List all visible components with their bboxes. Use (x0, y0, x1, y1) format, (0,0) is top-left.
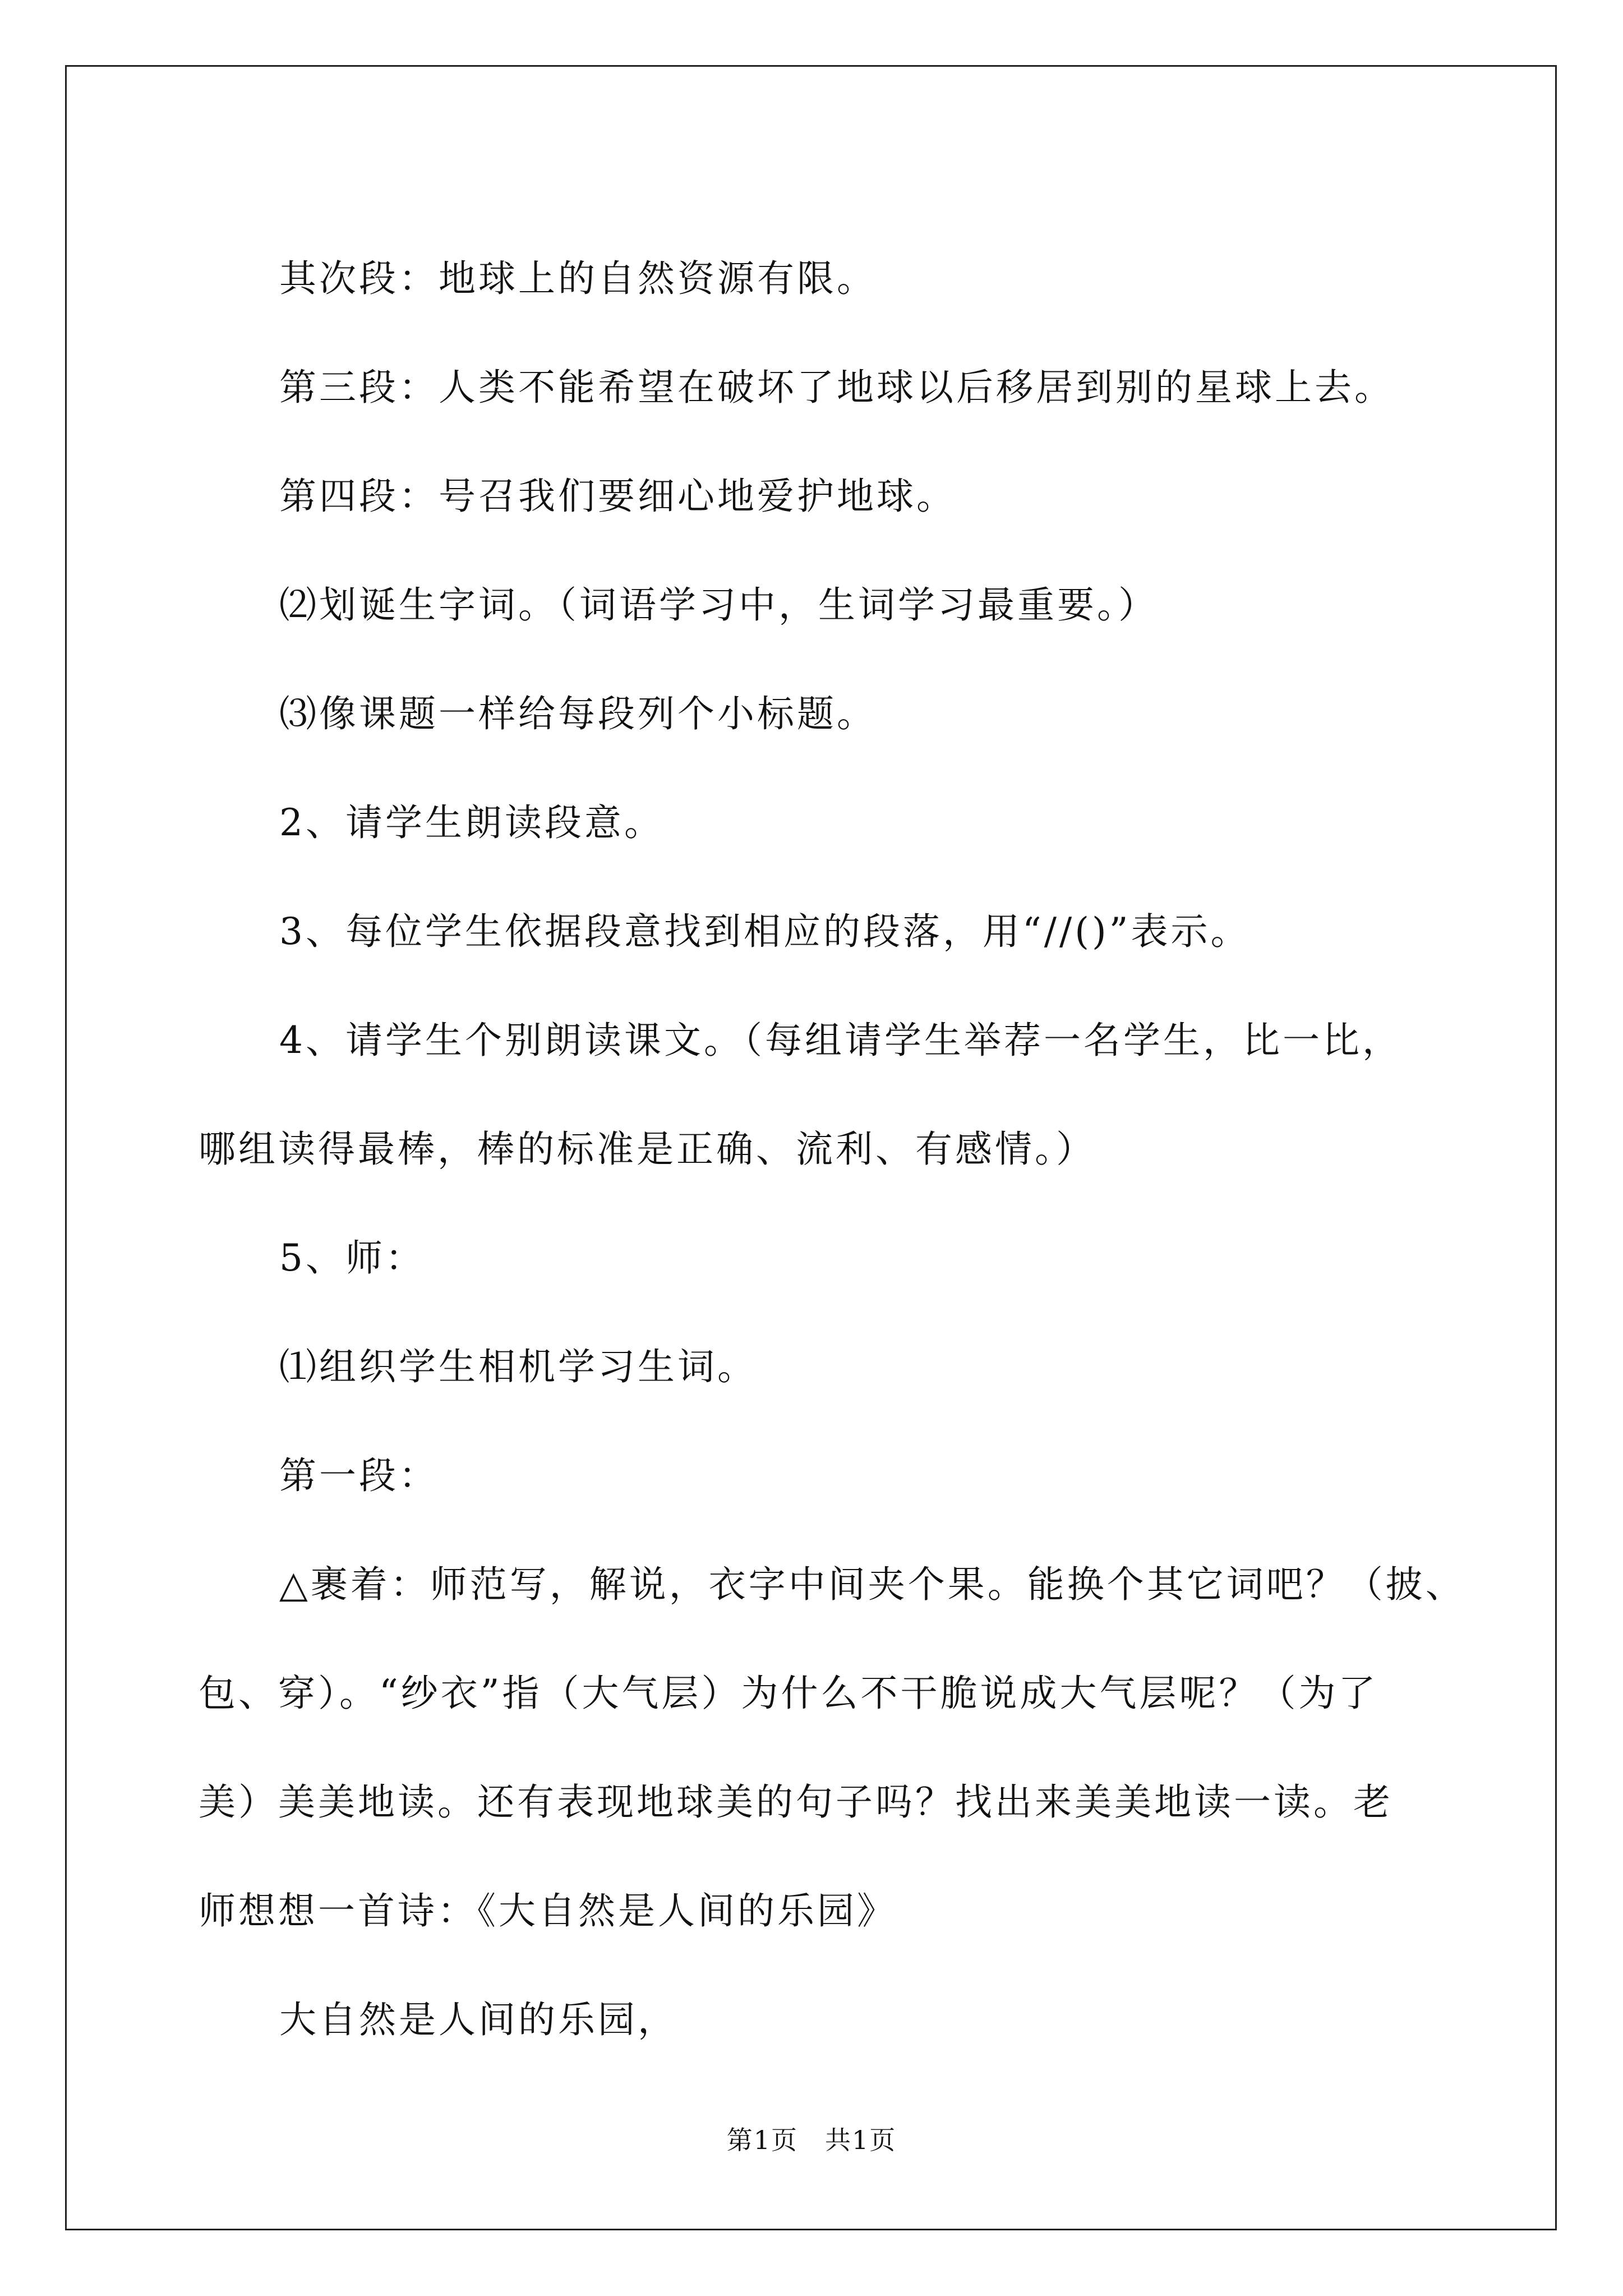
paragraph-continuation: 师想想一首诗：《大自然是人间的乐园》 (199, 1889, 897, 1932)
paragraph: ⑴组织学生相机学习生词。 (279, 1345, 757, 1388)
paragraph: 第一段： (279, 1454, 439, 1497)
paragraph: 大自然是人间的乐园， (279, 1998, 677, 2041)
paragraph: 第四段：号召我们要细心地爱护地球。 (279, 475, 956, 518)
paragraph: ⑶像课题一样给每段列个小标题。 (279, 692, 877, 735)
paragraph: 其次段：地球上的自然资源有限。 (279, 257, 877, 300)
paragraph-continuation: 哪组读得最棒，棒的标准是正确、流利、有感情。） (199, 1128, 1096, 1171)
paragraph: △裹着：师范写，解说，衣字中间夹个果。能换个其它词吧？（披、 (279, 1563, 1465, 1606)
document-body (199, 224, 1465, 2074)
paragraph: 4、请学生个别朗读课文。（每组请学生举荐一名学生，比一比， (279, 1019, 1402, 1062)
paragraph: 5、师： (279, 1236, 425, 1280)
paragraph: 3、每位学生依据段意找到相应的段落，用“//()”表示。 (279, 910, 1251, 953)
paragraph: ⑵划诞生字词。（词语学习中，生词学习最重要。） (279, 583, 1158, 627)
paragraph-continuation: 包、穿）。“纱衣”指（大气层）为什么不干脆说成大气层呢？（为了 (199, 1672, 1378, 1715)
paragraph: 2、请学生朗读段意。 (279, 801, 664, 844)
paragraph: 第三段：人类不能希望在破坏了地球以后移居到别的星球上去。 (279, 366, 1394, 409)
page-number-footer: 第1页 共1页 (726, 2125, 897, 2155)
paragraph-continuation: 美）美美地读。还有表现地球美的句子吗？找出来美美地读一读。老 (199, 1780, 1393, 1824)
